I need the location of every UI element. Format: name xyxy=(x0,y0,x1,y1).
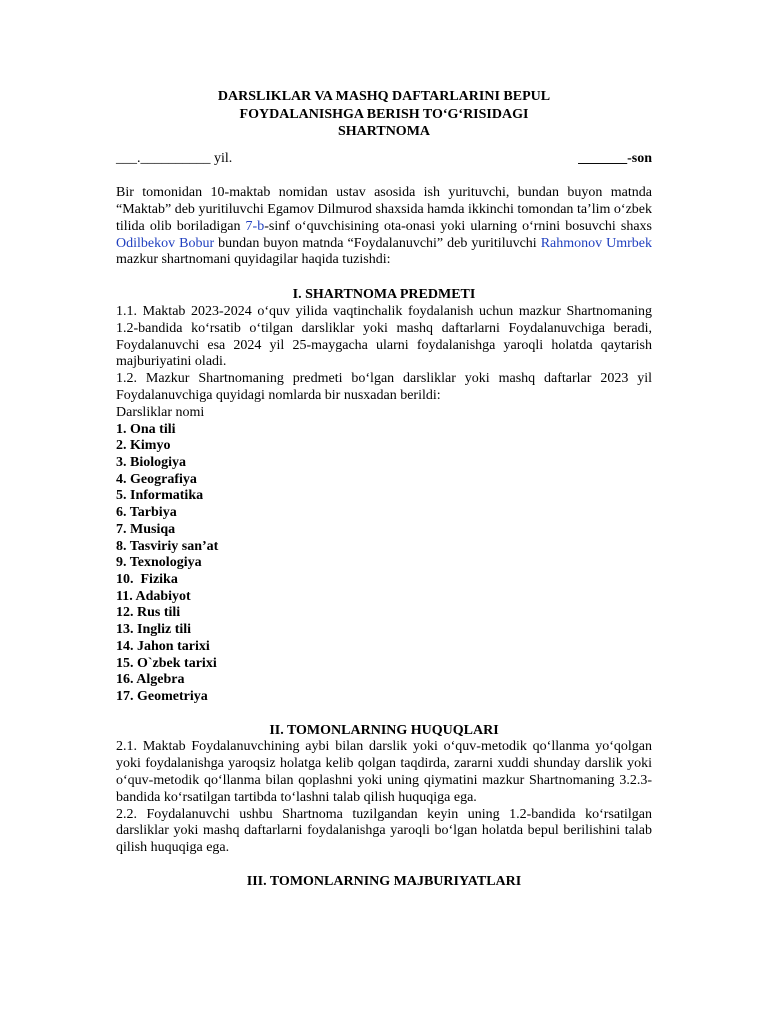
list-item: 2. Kimyo xyxy=(116,438,171,454)
list-item: 17. Geometriya xyxy=(116,688,208,704)
list-item: 12. Rus tili xyxy=(116,605,181,621)
parent-name: Odilbekov Bobur xyxy=(116,235,215,251)
list-item: 10. Fizika xyxy=(116,571,178,587)
list-item: 5. Informatika xyxy=(116,488,204,504)
class-name: 7-b xyxy=(245,218,265,234)
title-line-2: FOYDALANISHGA BERISH TO‘G‘RISIDAGI xyxy=(239,106,529,122)
list-item: 16. Algebra xyxy=(116,672,185,688)
date-field: ___.__________ yil. xyxy=(116,150,233,166)
list-item: 4. Geografiya xyxy=(116,471,197,487)
list-item: 6. Tarbiya xyxy=(116,505,177,521)
intro-text-2: -sinf o‘quvchisining ota-onasi yoki ularning o‘rnini bosuvchi shaxs xyxy=(264,218,652,234)
clause-2-1: 2.1. Maktab Foydalanuvchining aybi bilan darslik yoki o‘quv-metodik qo‘llanma yo‘qolgan yoki foydalanishga yaroqsiz holatga kelib qolgan taqdirda, zararni xuddi shunday darslik yoki o‘quv-metodik qo‘llanma bilan qoplashni yoki uning qiymatini mazkur Shartnomaning 3.2.3-bandida ko‘rsatilgan tartibda to‘lashni talab qilish huquqiga ega. xyxy=(116,739,652,805)
intro-paragraph xyxy=(116,185,652,269)
list-item: 14. Jahon tarixi xyxy=(116,638,210,654)
section-3-heading: III. TOMONLARNING MAJBURIYATLARI xyxy=(246,873,522,889)
book-list-caption: Darsliklar nomi xyxy=(116,404,205,420)
list-item: 7. Musiqa xyxy=(116,521,176,537)
list-item: 3. Biologiya xyxy=(116,455,187,471)
clause-1-2: 1.2. Mazkur Shartnomaning predmeti bo‘lgan darsliklar yoki mashq daftarlar 2023 yil Foydalanuvchiga quyidagi nomlarda bir nusxadan berildi: xyxy=(116,371,652,404)
list-item: 1. Ona tili xyxy=(116,421,176,437)
list-item: 15. O`zbek tarixi xyxy=(116,655,217,671)
title-line-3: SHARTNOMA xyxy=(337,124,431,139)
list-item: 13. Ingliz tili xyxy=(116,622,192,638)
book-list xyxy=(116,422,652,706)
intro-text-3: bundan buyon matnda “Foydalanuvchi” deb yuritiluvchi xyxy=(214,235,541,251)
intro-text-1: Bir tomonidan 10-maktab nomidan ustav asosida ish yurituvchi, bundan buyon matnda “Maktab” deb yuritiluvchi Egamov Dilmurod shaxsida hamda ikkinchi tomondan ta’lim o‘zbek tilida olib boriladigan xyxy=(116,185,652,234)
clause-1-1: 1.1. Maktab 2023-2024 o‘quv yilida vaqtinchalik foydalanish uchun mazkur Shartnomaning 1.2-bandida ko‘rsatib o‘tilgan darsliklar yoki mashq daftarlarni Foydalanuvchiga beradi, Foydalanuvchi esa 2024 yil 25-maygacha ularni foydalanishga yaroqli holatda qaytarish majburiyatini oladi. xyxy=(116,304,652,370)
list-item: 9. Texnologiya xyxy=(116,555,202,571)
number-field: _______-son xyxy=(578,150,652,166)
section-1-heading: I. SHARTNOMA PREDMETI xyxy=(292,287,476,303)
document-title xyxy=(116,88,652,141)
date-number-line xyxy=(116,151,652,168)
intro-text-4: mazkur shartnomani quyidagilar haqida tuzishdi: xyxy=(116,252,391,268)
clause-2-2: 2.2. Foydalanuvchi ushbu Shartnoma tuzilgandan keyin uning 1.2-bandida ko‘rsatilgan darsliklar yoki mashq daftarlarni foydalanishga yaroqli bo‘lgan holatda bepul berilishini talab qilish huquqiga ega. xyxy=(116,806,652,856)
student-name: Rahmonov Umrbek xyxy=(540,235,653,251)
section-2-heading: II. TOMONLARNING HUQUQLARI xyxy=(269,722,499,738)
list-item: 11. Adabiyot xyxy=(116,588,191,604)
list-item: 8. Tasviriy san’at xyxy=(116,538,219,554)
title-line-1: DARSLIKLAR VA MASHQ DAFTARLARINI BEPUL xyxy=(217,89,551,104)
